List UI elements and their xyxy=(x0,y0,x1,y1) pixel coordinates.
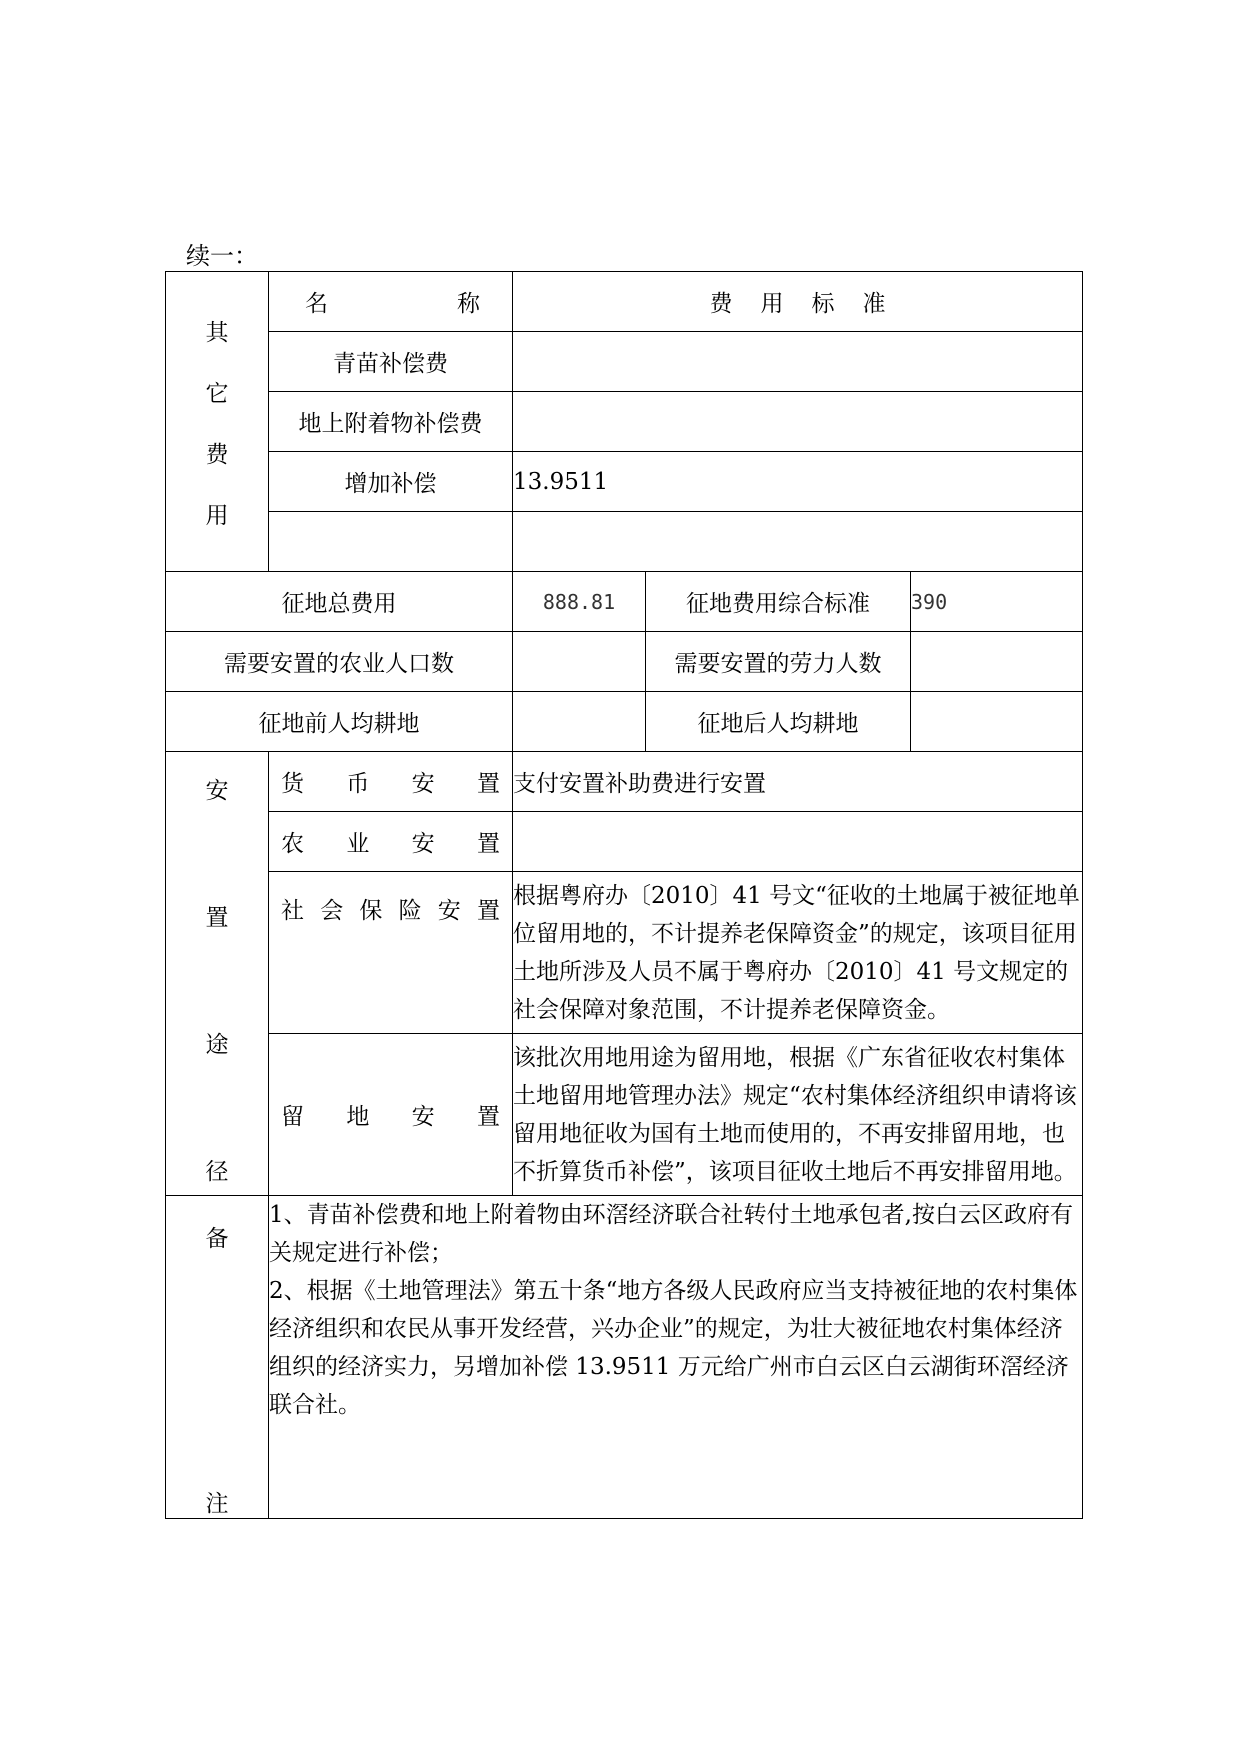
remark-item: 1、青苗补偿费和地上附着物由环滘经济联合社转付土地承包者,按白云区政府有关规定进行补偿； xyxy=(269,1202,1073,1266)
agricultural-resettlement-content xyxy=(513,812,1083,872)
total-fee-value: 888.81 xyxy=(513,572,646,632)
monetary-resettlement-content: 支付安置补助费进行安置 xyxy=(513,752,1083,812)
reserved-land-resettlement-content: 该批次用地用途为留用地，根据《广东省征收农村集体土地留用地管理办法》规定“农村集体经济组织申请将该留用地征收为国有土地而使用的，不再安排留用地，也不折算货币补偿”，该项目征收土地后不再安排留用地。 xyxy=(513,1034,1083,1196)
fee-item-name: 青苗补偿费 xyxy=(269,332,513,392)
monetary-resettlement-label: 货 币 安 置 xyxy=(269,752,513,812)
other-fees-side-label: 其 它 费 用 xyxy=(166,272,269,572)
comprehensive-standard-label: 征地费用综合标准 xyxy=(646,572,911,632)
farmland-after-label: 征地后人均耕地 xyxy=(646,692,911,752)
total-fee-label: 征地总费用 xyxy=(166,572,513,632)
comprehensive-standard-value: 390 xyxy=(911,572,1083,632)
social-insurance-resettlement-label: 社 会 保 险 安 置 xyxy=(269,872,513,1034)
fee-item-name: 增加补偿 xyxy=(269,452,513,512)
fee-item-value xyxy=(513,512,1083,572)
agricultural-population-label: 需要安置的农业人口数 xyxy=(166,632,513,692)
name-column-header: 名 称 xyxy=(269,272,513,332)
farmland-before-label: 征地前人均耕地 xyxy=(166,692,513,752)
fee-item-name xyxy=(269,512,513,572)
remark-item: 2、根据《土地管理法》第五十条“地方各级人民政府应当支持被征地的农村集体经济组织和农民从事开发经营，兴办企业”的规定，为壮大被征地农村集体经济组织的经济实力，另增加补偿 13.9511 万元给广州市白云区白云湖街环滘经济联合社。 xyxy=(269,1278,1078,1418)
agricultural-resettlement-label: 农 业 安 置 xyxy=(269,812,513,872)
continuation-label: 续一： xyxy=(186,242,258,270)
resettlement-side-label: 安 置 途 径 xyxy=(166,752,269,1196)
fee-standard-column-header: 费 用 标 准 xyxy=(513,272,1083,332)
agricultural-population-value xyxy=(513,632,646,692)
remarks-side-label: 备 注 xyxy=(166,1196,269,1519)
land-acquisition-fee-table xyxy=(165,271,1083,1519)
social-insurance-resettlement-content: 根据粤府办〔2010〕41 号文“征收的土地属于被征地单位留用地的，不计提养老保障资金”的规定，该项目征用土地所涉及人员不属于粤府办〔2010〕41 号文规定的社会保障对象范围，不计提养老保障资金。 xyxy=(513,872,1083,1034)
fee-item-value xyxy=(513,392,1083,452)
reserved-land-resettlement-label: 留 地 安 置 xyxy=(269,1034,513,1196)
farmland-after-value xyxy=(911,692,1083,752)
labor-count-label: 需要安置的劳力人数 xyxy=(646,632,911,692)
labor-count-value xyxy=(911,632,1083,692)
farmland-before-value xyxy=(513,692,646,752)
fee-item-value xyxy=(513,332,1083,392)
fee-item-name: 地上附着物补偿费 xyxy=(269,392,513,452)
remarks-content xyxy=(269,1196,1083,1519)
fee-item-value: 13.9511 xyxy=(513,452,1083,512)
